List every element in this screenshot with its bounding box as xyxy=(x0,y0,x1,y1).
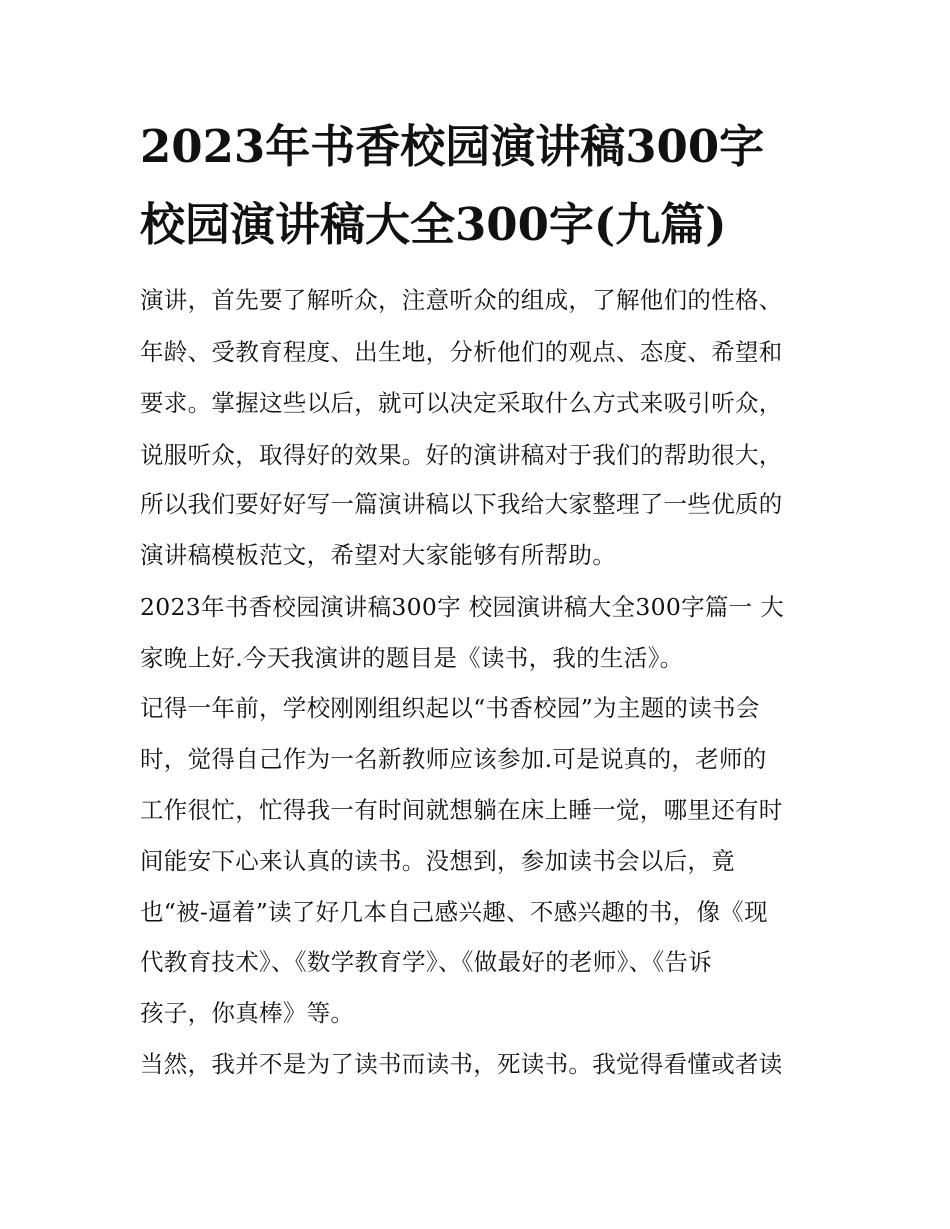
body-line-3: 要求。掌握这些以后，就可以决定采取什么方式来吸引听众， xyxy=(140,389,783,417)
body-line-9: 记得一年前，学校刚刚组织起以“书香校园”为主题的读书会 xyxy=(140,694,760,722)
body-line-6: 演讲稿模板范文，希望对大家能够有所帮助。 xyxy=(140,541,616,569)
body-line-14: 代教育技术》、《数学教育学》、《做最好的老师》、《告诉 xyxy=(140,948,713,976)
document-title-line-1: 2023年书香校园演讲稿300字 xyxy=(140,120,765,173)
body-line-5: 所以我们要好好写一篇演讲稿以下我给大家整理了一些优质的 xyxy=(140,490,783,518)
body-line-11: 工作很忙，忙得我一有时间就想躺在床上睡一觉，哪里还有时 xyxy=(140,796,783,824)
document-title-line-2: 校园演讲稿大全300字(九篇) xyxy=(140,198,727,251)
body-line-8: 家晚上好.今天我演讲的题目是《读书，我的生活》。 xyxy=(140,644,684,672)
body-line-15: 孩子，你真棒》等。 xyxy=(140,999,355,1027)
body-line-10: 时，觉得自己作为一名新教师应该参加.可是说真的，老师的 xyxy=(140,745,767,773)
body-line-13: 也“被-逼着”读了好几本自己感兴趣、不感兴趣的书，像《现 xyxy=(140,898,768,926)
body-line-16: 当然，我并不是为了读书而读书，死读书。我觉得看懂或者读 xyxy=(140,1050,783,1078)
body-line-1: 演讲，首先要了解听众，注意听众的组成，了解他们的性格、 xyxy=(140,286,783,314)
body-line-7: 2023年书香校园演讲稿300字 校园演讲稿大全300字篇一 大 xyxy=(140,593,785,621)
body-line-4: 说服听众，取得好的效果。好的演讲稿对于我们的帮助很大， xyxy=(140,441,783,469)
body-line-2: 年龄、受教育程度、出生地，分析他们的观点、态度、希望和 xyxy=(140,338,783,366)
body-line-12: 间能安下心来认真的读书。没想到，参加读书会以后，竟 xyxy=(140,847,735,875)
